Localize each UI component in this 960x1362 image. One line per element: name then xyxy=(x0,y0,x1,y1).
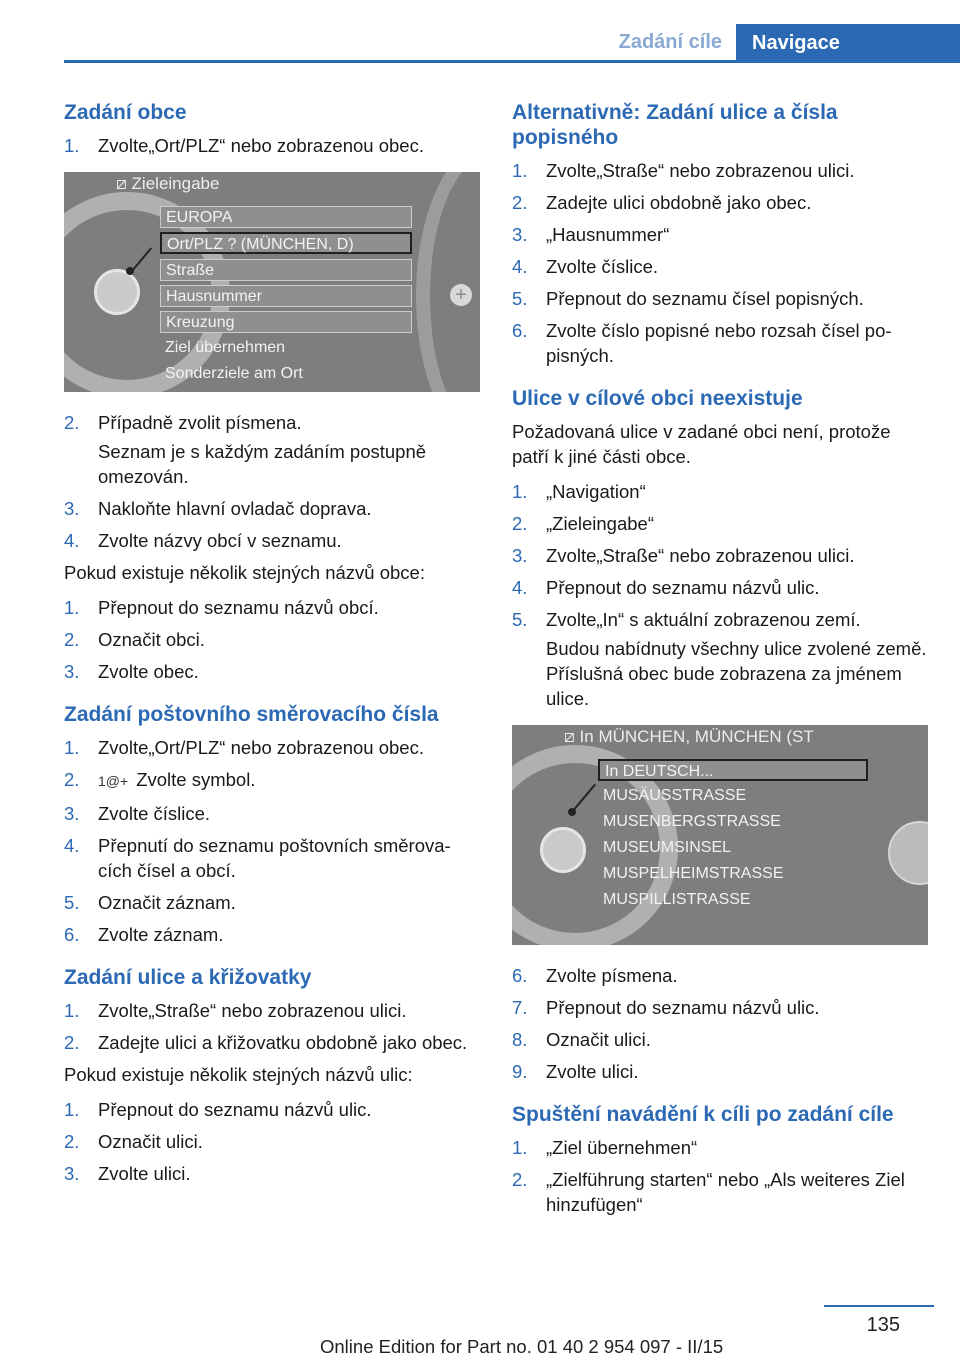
list-item: 3. Zvolte číslice. xyxy=(64,803,211,824)
section-title: Spuštění navádění k cíli po zadání cíle xyxy=(512,1103,894,1126)
list-item: 4. Přepnutí do seznamu poštovních směrova‐cích čísel a obcí. xyxy=(64,835,451,881)
list-item: 2. Zadejte ulici obdobně jako obec. xyxy=(512,192,812,213)
menu-item: Kreuzung xyxy=(160,311,412,333)
list-item: 3. „Hausnummer“ xyxy=(512,224,670,245)
list-item: 6. Zvolte číslo popisné nebo rozsah čísel po‐pisných. xyxy=(512,320,892,366)
list-item: 1. Zvolte„Straße“ nebo zobrazenou ulici. xyxy=(512,160,855,181)
list-item: 1. „Ziel übernehmen“ xyxy=(512,1137,698,1158)
section-start-guidance xyxy=(512,1102,928,1217)
right-column xyxy=(512,100,928,1235)
list-item: 1. Zvolte„Ort/PLZ“ nebo zobrazenou obec. xyxy=(64,135,424,156)
screen-title: ⧄ In MÜNCHEN, MÜNCHEN (ST xyxy=(564,727,814,746)
section-title: Ulice v cílové obci neexistuje xyxy=(512,387,803,410)
header-section-tab: Zadání cíle xyxy=(618,31,722,53)
list-item: 6. Zvolte záznam. xyxy=(64,924,224,945)
paragraph: Pokud existuje několik stejných názvů obce: xyxy=(64,562,425,583)
postal-symbol-icon: 1@+ xyxy=(98,773,129,789)
screen-nav-icon: ⧄ xyxy=(564,727,575,746)
right-arc xyxy=(416,172,480,392)
section-street-crossing xyxy=(64,965,480,1186)
header-active-tab: Navigace xyxy=(736,24,960,62)
list-item: 2. „Zielführung starten“ nebo „Als weiteres Ziel hinzufügen“ xyxy=(512,1169,905,1215)
list-item: 1. Zvolte„Ort/PLZ“ nebo zobrazenou obec. xyxy=(64,737,424,758)
list-item: 3. Zvolte ulici. xyxy=(64,1163,191,1184)
idrive-screen-zieleingabe xyxy=(64,172,480,392)
menu-item: MUSPELHEIMSTRASSE xyxy=(603,865,784,882)
list-number: 1. xyxy=(64,135,80,156)
screen-nav-icon: ⧄ xyxy=(116,174,127,193)
list-item: 2. Označit obci. xyxy=(64,629,205,650)
list-item: 5. Zvolte„In“ s aktuální zobrazenou zemí. Budou nabídnuty všechny ulice zvolené země. Příslušná obec bude zobrazena za jménem ulice. xyxy=(512,609,927,709)
left-column xyxy=(64,100,480,1204)
section-title: Zadání ulice a křižovatky xyxy=(64,966,312,989)
callout-dot xyxy=(126,267,134,275)
menu-item: MUSENBERGSTRASSE xyxy=(603,813,781,830)
menu-item-selected: In DEUTSCH... xyxy=(598,759,868,781)
list-item: 2. Případně zvolit písmena. Seznam je s každým zadáním postupně omezován. xyxy=(64,412,427,487)
list-item: 6. Zvolte písmena. xyxy=(512,965,678,986)
section-city-entry xyxy=(64,100,480,684)
section-house-number xyxy=(512,100,928,368)
list-item: 2. 1@+ Zvolte symbol. xyxy=(64,769,256,790)
list-item: 3. Zvolte„Straße“ nebo zobrazenou ulici. xyxy=(512,545,855,566)
page-number: 135 xyxy=(866,1314,900,1336)
menu-item: Ziel übernehmen xyxy=(165,339,286,356)
list-item: 5. Přepnout do seznamu čísel popisných. xyxy=(512,288,864,309)
footer-rule xyxy=(824,1305,934,1307)
list-item: 4. Zvolte názvy obcí v seznamu. xyxy=(64,530,342,551)
section-title: Zadání poštovního směrovacího čísla xyxy=(64,703,439,726)
screen-title: ⧄ Zieleingabe xyxy=(116,174,220,193)
plus-icon: + xyxy=(450,284,472,306)
list-item: 4. Zvolte číslice. xyxy=(512,256,659,277)
menu-item-selected: Ort/PLZ ? (MÜNCHEN, D) xyxy=(160,232,412,254)
list-item: 1. Přepnout do seznamu názvů ulic. xyxy=(64,1099,372,1120)
menu-item: MUSÄUSSTRASSE xyxy=(603,787,747,804)
section-postal-code xyxy=(64,702,480,947)
menu-item: MUSPILLISTRASSE xyxy=(603,891,751,908)
menu-item: Straße xyxy=(160,259,412,281)
menu-item: MUSEUMSINSEL xyxy=(603,839,732,856)
edition-note: Online Edition for Part no. 01 40 2 954 097 - II/15 xyxy=(320,1336,724,1357)
controller-knob-icon xyxy=(540,827,586,873)
idrive-screen-street-list xyxy=(512,725,928,945)
menu-item: EUROPA xyxy=(160,206,412,228)
list-item: 1. Přepnout do seznamu názvů obcí. xyxy=(64,597,379,618)
paragraph: Požadovaná ulice v zadané obci není, protože patří k jiné části obce. xyxy=(512,421,891,467)
list-item: 3. Nakloňte hlavní ovladač doprava. xyxy=(64,498,372,519)
section-title: Alternativně: Zadání ulice a čísla popisného xyxy=(512,101,838,149)
controller-knob-icon xyxy=(94,269,140,315)
section-title: Zadání obce xyxy=(64,101,187,124)
list-item: 1. Zvolte„Straße“ nebo zobrazenou ulici. xyxy=(64,1000,407,1021)
list-item: 2. Označit ulici. xyxy=(64,1131,203,1152)
list-item: 1. „Navigation“ xyxy=(512,481,646,502)
menu-item: Hausnummer xyxy=(160,285,412,307)
list-item: 7. Přepnout do seznamu názvů ulic. xyxy=(512,997,820,1018)
list-item: 8. Označit ulici. xyxy=(512,1029,651,1050)
list-item: 2. Zadejte ulici a křižovatku obdobně jako obec. xyxy=(64,1032,468,1053)
menu-item: Sonderziele am Ort xyxy=(165,365,303,382)
section-street-missing xyxy=(512,386,928,1084)
list-item: 5. Označit záznam. xyxy=(64,892,236,913)
list-item: 3. Zvolte obec. xyxy=(64,661,199,682)
right-knob xyxy=(888,821,928,885)
callout-dot xyxy=(568,808,576,816)
list-item: 9. Zvolte ulici. xyxy=(512,1061,639,1082)
list-item: 4. Přepnout do seznamu názvů ulic. xyxy=(512,577,820,598)
header-rule xyxy=(64,60,960,63)
list-item: 2. „Zieleingabe“ xyxy=(512,513,654,534)
paragraph: Pokud existuje několik stejných názvů ulic: xyxy=(64,1064,413,1085)
